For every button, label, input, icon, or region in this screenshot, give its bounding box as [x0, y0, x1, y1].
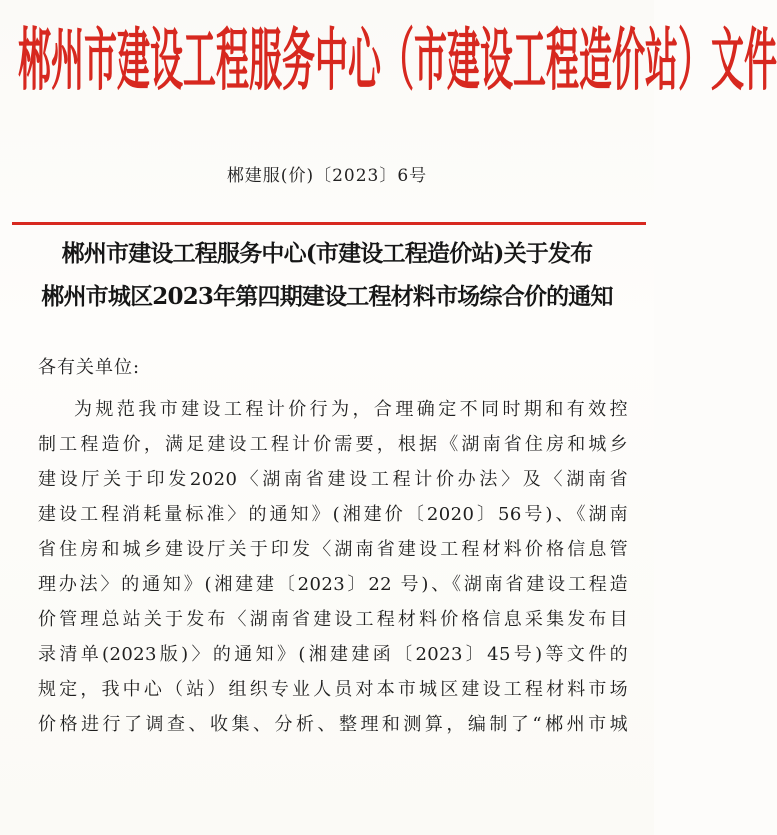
body-line: 价管理总站关于发布〈湖南省建设工程材料价格信息采集发布目: [38, 609, 628, 630]
body-line: 录清单(2023版)〉的通知》(湘建建函〔2023〕45号)等文件的: [38, 644, 628, 665]
red-letterhead-banner: 郴州市建设工程服务中心（市建设工程造价站）文件: [18, 20, 777, 100]
body-line: 理办法〉的通知》(湘建建〔2023〕22 号)、《湖南省建设工程造: [38, 574, 628, 595]
document-title: [0, 232, 654, 318]
body-line: 为规范我市建设工程计价行为，合理确定不同时期和有效控: [74, 399, 628, 420]
body-paragraph: [38, 392, 628, 742]
body-line: 制工程造价，满足建设工程计价需要，根据《湖南省住房和城乡: [38, 434, 628, 455]
title-line-1: 郴州市建设工程服务中心(市建设工程造价站)关于发布: [61, 240, 593, 267]
body-line: 省住房和城乡建设厅关于印发〈湖南省建设工程材料价格信息管: [38, 539, 628, 560]
document-number: 郴建服(价)〔2023〕6号: [226, 166, 428, 186]
body-line: 建设工程消耗量标准〉的通知》(湘建价〔2020〕56号)、《湖南: [38, 504, 628, 525]
body-line: 规定，我中心（站）组织专业人员对本市城区建设工程材料市场: [38, 679, 628, 700]
body-line: 价格进行了调查、收集、分析、整理和测算，编制了“郴州市城: [38, 714, 628, 735]
title-line-2: 郴州市城区2023年第四期建设工程材料市场综合价的通知: [41, 283, 613, 310]
salutation: 各有关单位:: [38, 357, 141, 378]
red-separator-line: [12, 222, 646, 225]
body-line: 建设厅关于印发2020〈湖南省建设工程计价办法〉及〈湖南省: [38, 469, 628, 490]
